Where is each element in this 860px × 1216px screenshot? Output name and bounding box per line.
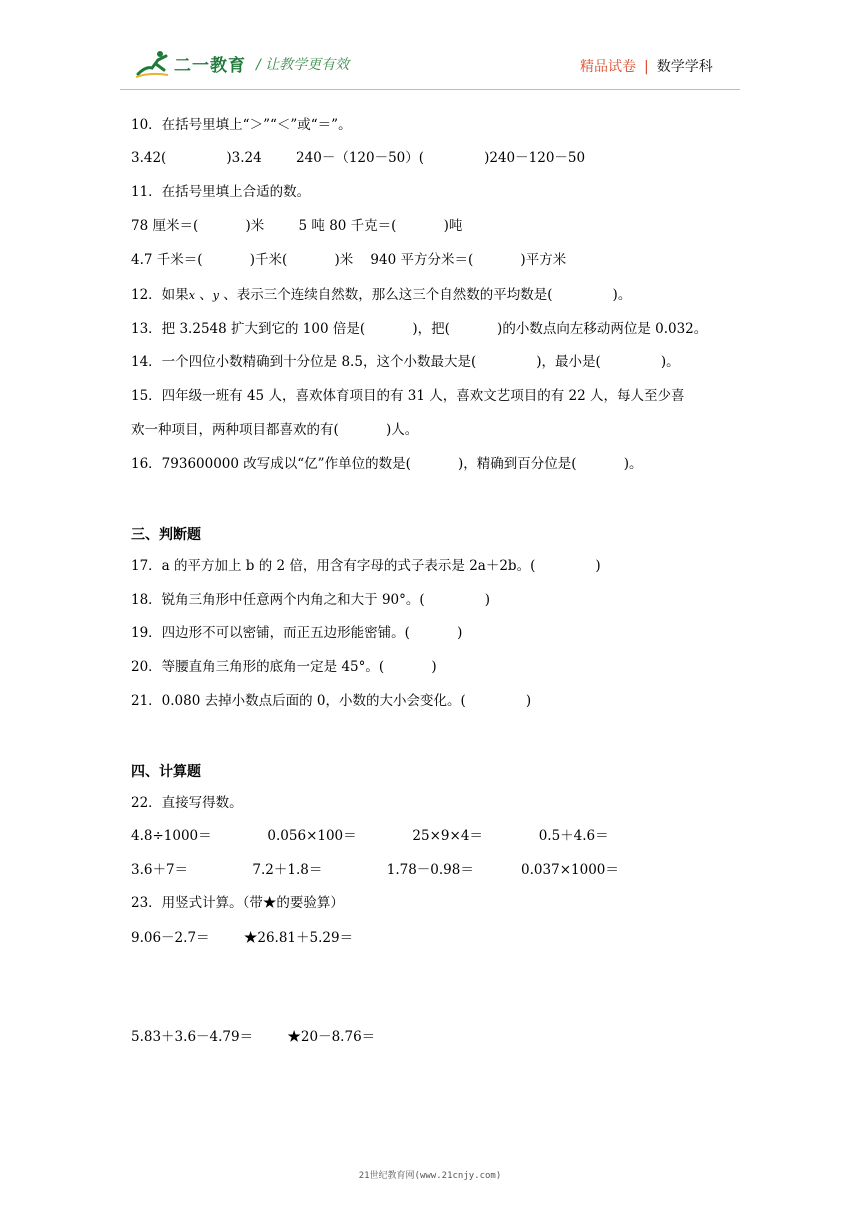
section-4-title: 四、计算题 (131, 764, 201, 780)
question-15-line2: 欢一种项目，两种项目都喜欢的有( )人。 (131, 422, 419, 438)
header-separator: | (644, 59, 649, 75)
question-13: 13．把 3.2548 扩大到它的 100 倍是( )，把( )的小数点向左移动两位是 0.032。 (131, 321, 708, 337)
question-12-suffix: 、表示三个连续自然数，那么这三个自然数的平均数是( )。 (218, 287, 632, 303)
badge-label: 精品试卷 (580, 59, 636, 75)
question-19: 19．四边形不可以密铺，而正五边形能密铺。( ) (131, 625, 463, 641)
question-22: 22．直接写得数。 (131, 795, 243, 811)
question-12-sep: 、 (194, 287, 213, 303)
question-14: 14．一个四位小数精确到十分位是 8.5，这个小数最大是( )，最小是( )。 (131, 354, 680, 370)
question-17: 17．a 的平方加上 b 的 2 倍，用含有字母的式子表示是 2a＋2b。( ) (131, 558, 601, 574)
question-11-items-b: 4.7 千米＝( )千米( )米 940 平方分米＝( )平方米 (131, 252, 567, 268)
header-divider (120, 89, 740, 90)
logo (136, 46, 246, 80)
section-3-title: 三、判断题 (131, 527, 201, 543)
question-20: 20．等腰直角三角形的底角一定是 45°。( ) (131, 659, 437, 675)
question-12 (131, 283, 631, 303)
variable-x: x (188, 289, 195, 302)
question-21: 21．0.080 去掉小数点后面的 0，小数的大小会变化。( ) (131, 693, 532, 709)
logo-text: 二一教育 (174, 55, 246, 76)
slogan: / 让教学更有效 (256, 57, 350, 73)
question-11-items-a: 78 厘米＝( )米 5 吨 80 千克＝( )吨 (131, 218, 463, 234)
question-16: 16．793600000 改写成以“亿”作单位的数是( )，精确到百分位是( )。 (131, 456, 643, 472)
header-right (580, 56, 713, 76)
question-11: 11．在括号里填上合适的数。 (131, 184, 311, 200)
question-10-items: 3.42( )3.24 240－（120－50）( )240－120－50 (131, 150, 586, 166)
question-10: 10．在括号里填上“＞”“＜”或“＝”。 (131, 117, 352, 133)
question-12-prefix: 12．如果 (131, 287, 189, 303)
subject-label: 数学学科 (656, 59, 713, 75)
question-23: 23．用竖式计算。（带★的要验算） (131, 895, 344, 911)
variable-y: y (212, 289, 219, 302)
question-23-row1: 9.06－2.7＝ ★26.81＋5.29＝ (131, 930, 354, 946)
question-23-row2: 5.83＋3.6－4.79＝ ★20－8.76＝ (131, 1029, 376, 1045)
page-header (0, 0, 860, 95)
question-15-line1: 15．四年级一班有 45 人，喜欢体育项目的有 31 人，喜欢文艺项目的有 22 人，每人至少喜 (131, 388, 685, 404)
page-footer: 21世纪教育网(www.21cnjy.com) (358, 1171, 502, 1181)
question-22-row1: 4.8÷1000＝ 0.056×100＝ 25×9×4＝ 0.5＋4.6＝ (131, 828, 609, 844)
runner-logo-icon (136, 48, 170, 78)
question-18: 18．锐角三角形中任意两个内角之和大于 90°。( ) (131, 592, 491, 608)
question-22-row2: 3.6＋7＝ 7.2＋1.8＝ 1.78－0.98＝ 0.037×1000＝ (131, 862, 619, 878)
